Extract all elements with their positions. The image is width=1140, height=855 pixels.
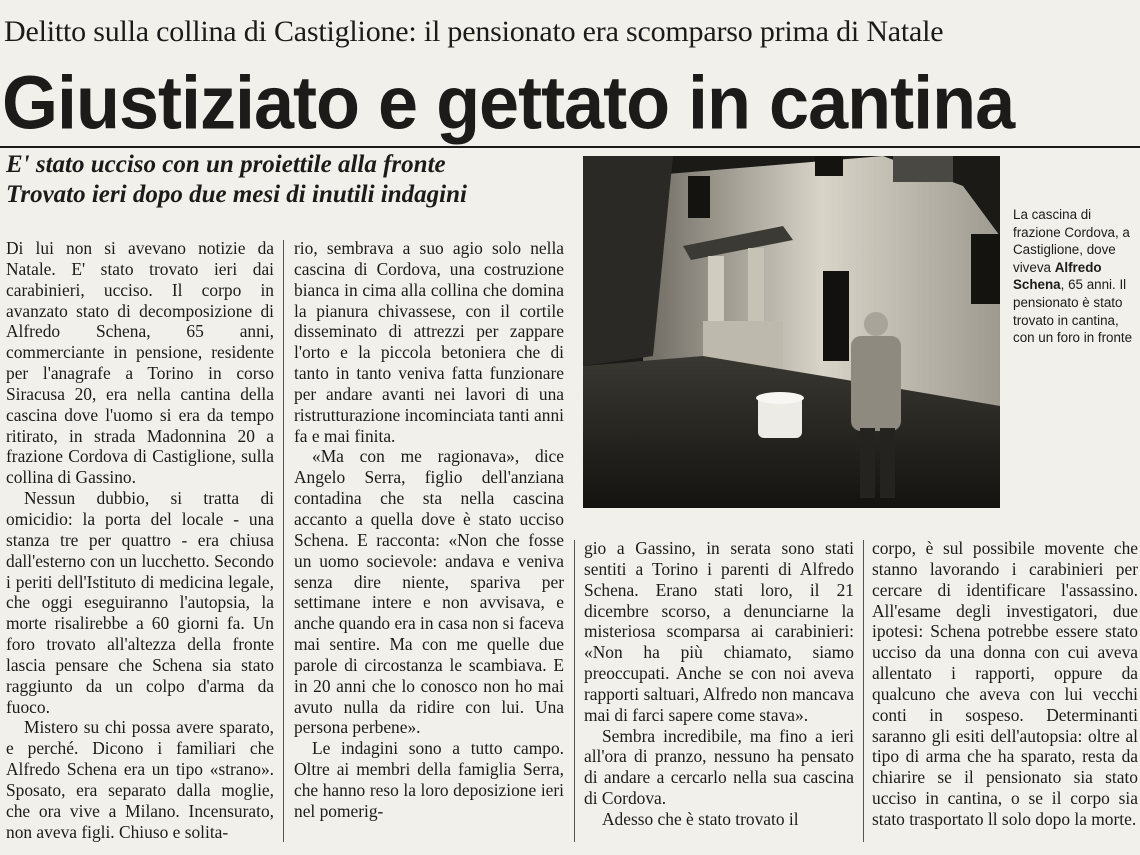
article-column-4 <box>872 538 1138 830</box>
paragraph: Nessun dubbio, si tratta di omicidio: la porta del locale - una stanza tre per quattro - era chiusa dall'esterno con un lucchetto. Secondo i periti dell'Istituto di medicina legale, che oggi eseguiranno l'autopsia, la morte risalirebbe a 60 giorni fa. Un foro trovato all'altezza della fronte lascia pensare che Schena sia stato raggiunto da un colpo d'arma da fuoco. <box>6 488 274 717</box>
subheadline <box>6 150 576 210</box>
article-column-2 <box>294 238 564 822</box>
caption-text-end: , 65 anni. Il pensionato è stato trovato in cantina, con un foro in fronte <box>1013 277 1133 346</box>
article-column-1 <box>6 238 274 842</box>
paragraph: Le indagini sono a tutto campo. Oltre ai membri della famiglia Serra, che hanno reso la loro deposizione ieri nel pomerig- <box>294 738 564 821</box>
headline: Giustiziato e gettato in cantina <box>2 61 1015 146</box>
paragraph: corpo, è sul possibile movente che stanno lavorando i carabinieri per cercare di identificare l'assassino. All'esame degli investigatori, due ipotesi: Schena potrebbe essere stato ucciso da una donna con cui aveva allentato i rapporti, oppure da qualcuno che aveva con lui vecchi conti in sospeso. Determinanti saranno gli esiti dell'autopsia: oltre al tipo di arma che ha sparato, resta da chiarire se il pensionato sia stato ucciso in cantina, o se il corpo sia stato trasportato ll solo dopo la morte. <box>872 538 1138 829</box>
column-divider <box>863 540 864 842</box>
paragraph: Sembra incredibile, ma fino a ieri all'ora di pranzo, nessuno ha pensato di andare a cercarlo nella sua cascina di Cordova. <box>584 725 854 809</box>
cascina-photo-image <box>583 156 1000 508</box>
paragraph: gio a Gassino, in serata sono stati sentiti a Torino i parenti di Alfredo Schena. Erano stati loro, il 21 dicembre scorso, a denunciarne la misteriosa scomparsa ai carabinieri: «Non ha più chiamato, siamo preoccupati. Anche se con noi aveva rapporti saltuari, Alfredo non mancava mai di farci sapere come stava». <box>584 538 854 725</box>
article-column-3 <box>584 538 854 830</box>
column-divider <box>283 240 284 842</box>
paragraph: Adesso che è stato trovato il <box>602 808 799 829</box>
subhead-line-2: Trovato ieri dopo due mesi di inutili indagini <box>6 181 467 208</box>
photo-caption <box>1013 206 1138 347</box>
caption-name: Alfredo Schena <box>1013 259 1102 293</box>
subhead-line-1: E' stato ucciso con un proiettile alla fronte <box>6 151 446 178</box>
paragraph: Mistero su chi possa avere sparato, e perché. Dicono i familiari che Alfredo Schena era un tipo «strano». Sposato, era separato dalla moglie, che ora vive a Milano. Incensurato, non aveva figli. Chiuso e solita- <box>6 717 274 842</box>
cascina-photo <box>583 156 1000 508</box>
headline-rule <box>0 146 1140 148</box>
kicker: Delitto sulla collina di Castiglione: il pensionato era scomparso prima di Natale <box>4 15 944 48</box>
paragraph: rio, sembrava a suo agio solo nella cascina di Cordova, una costruzione bianca in cima alla collina che domina la pianura chivassese, con il cortile disseminato di attrezzi per zappare l'orto e la piccola betoniera che di tanto in tanto veniva fatta funzionare per andare avanti nei lavori di una ristrutturazione incominciata tanti anni fa e mai finita. <box>294 238 564 446</box>
paragraph: Di lui non si avevano notizie da Natale. E' stato trovato ieri dai carabinieri, ucciso. Il corpo in avanzato stato di decomposizione di Alfredo Schena, 65 anni, commerciante in pensione, residente per l'anagrafe a Torino in corso Siracusa 20, era nella cantina della cascina dove l'uomo si era da tempo ritirato, in strada Madonnina 20 a frazione Cordova di Castiglione, sulla collina di Gassino. <box>6 238 274 488</box>
paragraph: «Ma con me ragionava», dice Angelo Serra, figlio dell'anziana contadina che sta nella cascina accanto a quella dove è stato ucciso Schena. E racconta: «Non che fosse un uomo socievole: andava e veniva senza dire niente, spariva per settimane intere e non avvisava, e anche quando era in casa non si faceva mai sentire. Ma con me quelle due parole di circostanza le scambiava. E in 20 anni che lo conosco non ho mai avuto nulla da ridire con lui. Una persona perbene». <box>294 446 564 738</box>
caption-text: La cascina di frazione Cordova, a Castiglione, dove viveva <box>1013 207 1130 275</box>
column-divider <box>574 540 575 842</box>
